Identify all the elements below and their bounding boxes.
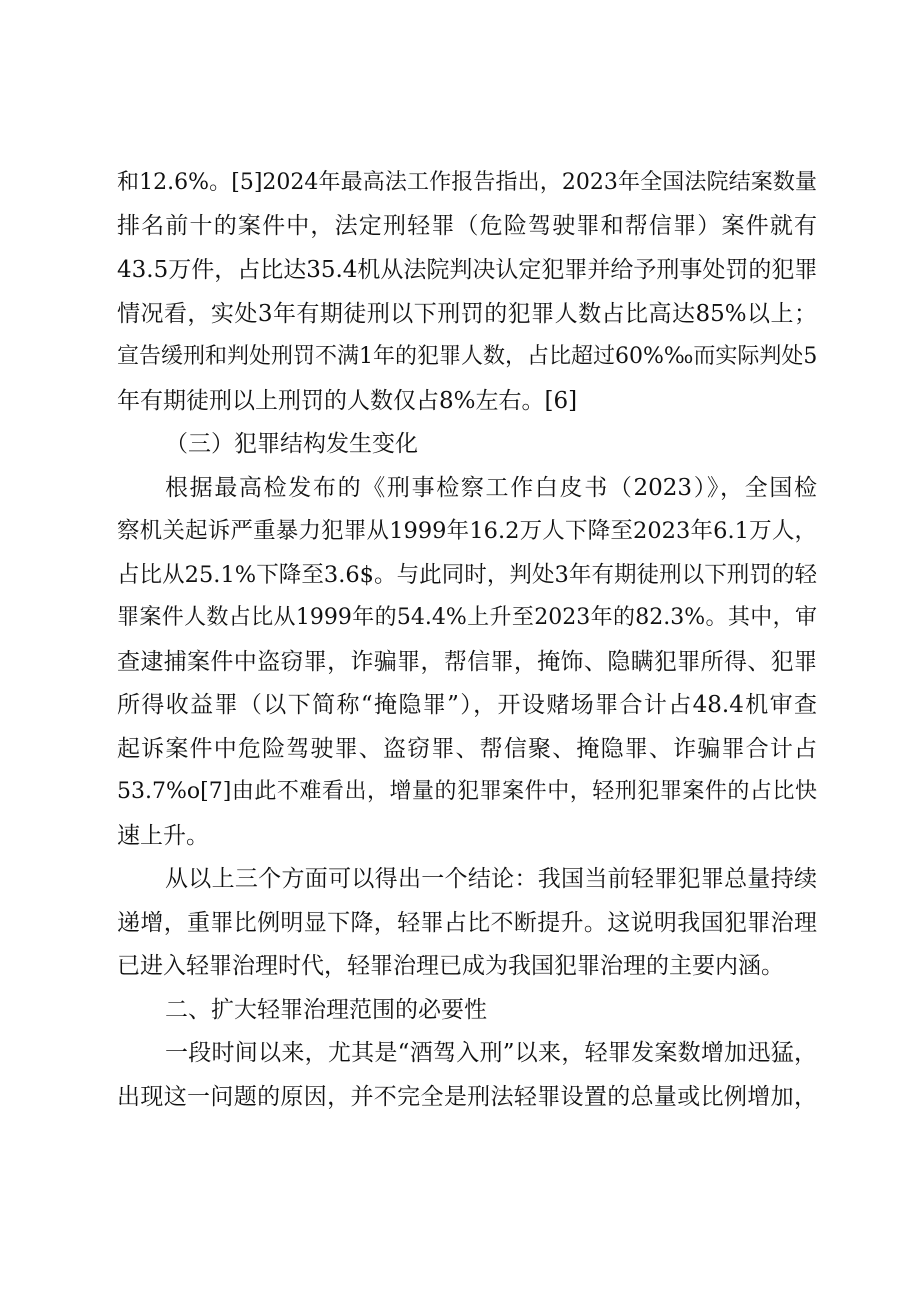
section-heading-necessity: 二、扩大轻罪治理范围的必要性 xyxy=(165,997,487,1023)
text-line: 递增，重罪比例明显下降，轻罪占比不断提升。这说明我国犯罪治理 xyxy=(117,910,817,936)
text-line: 起诉案件中危险驾驶罪、盗窃罪、帮信聚、掩隐罪、诈骗罪合计占 xyxy=(117,736,817,762)
text-line: 情况看，实处3年有期徒刑以下刑罚的犯罪人数占比高达85%以上； xyxy=(117,301,817,327)
text-line: 宣告缓刑和判处刑罚不满1年的犯罪人数，占比超过60%‰而实际判处5 xyxy=(117,344,817,369)
text-line: 从以上三个方面可以得出一个结论：我国当前轻罪犯罪总量持续 xyxy=(165,866,817,892)
text-line: 罪案件人数占比从1999年的54.4%上升至2023年的82.3%。其中，审 xyxy=(117,605,817,630)
section-heading-crime-structure: （三）犯罪结构发生变化 xyxy=(165,431,418,457)
text-line: 一段时间以来，尤其是“酒驾入刑”以来，轻罪发案数增加迅猛， xyxy=(165,1040,817,1066)
text-line: 出现这一问题的原因，并不完全是刑法轻罪设置的总量或比例增加， xyxy=(117,1084,817,1110)
text-line: 根据最高检发布的《刑事检察工作白皮书（2023）》，全国检 xyxy=(165,475,817,501)
text-line: 和12.6%。[5]2024年最高法工作报告指出，2023年全国法院结案数量 xyxy=(117,170,817,195)
text-line: 排名前十的案件中，法定刑轻罪（危险驾驶罪和帮信罪）案件就有 xyxy=(117,213,817,239)
text-line: 43.5万件，占比达35.4机从法院判决认定犯罪并给予刑事处罚的犯罪 xyxy=(117,257,817,283)
text-line: 查逮捕案件中盗窃罪，诈骗罪，帮信罪，掩饰、隐瞒犯罪所得、犯罪 xyxy=(117,649,817,675)
text-line: 年有期徒刑以上刑罚的人数仅占8%左右。[6] xyxy=(117,388,578,414)
text-line: 察机关起诉严重暴力犯罪从1999年16.2万人下降至2023年6.1万人， xyxy=(117,518,817,544)
text-line: 所得收益罪（以下简称“掩隐罪”），开设赌场罪合计占48.4机审查 xyxy=(117,692,817,718)
text-line: 占比从25.1%下降至3.6$。与此同时，判处3年有期徒刑以下刑罚的轻 xyxy=(117,562,817,588)
text-line: 已进入轻罪治理时代，轻罪治理已成为我国犯罪治理的主要内涵。 xyxy=(117,953,784,979)
text-line: 速上升。 xyxy=(117,823,209,849)
text-line: 53.7%o[7]由此不难看出，增量的犯罪案件中，轻刑犯罪案件的占比快 xyxy=(117,779,817,804)
